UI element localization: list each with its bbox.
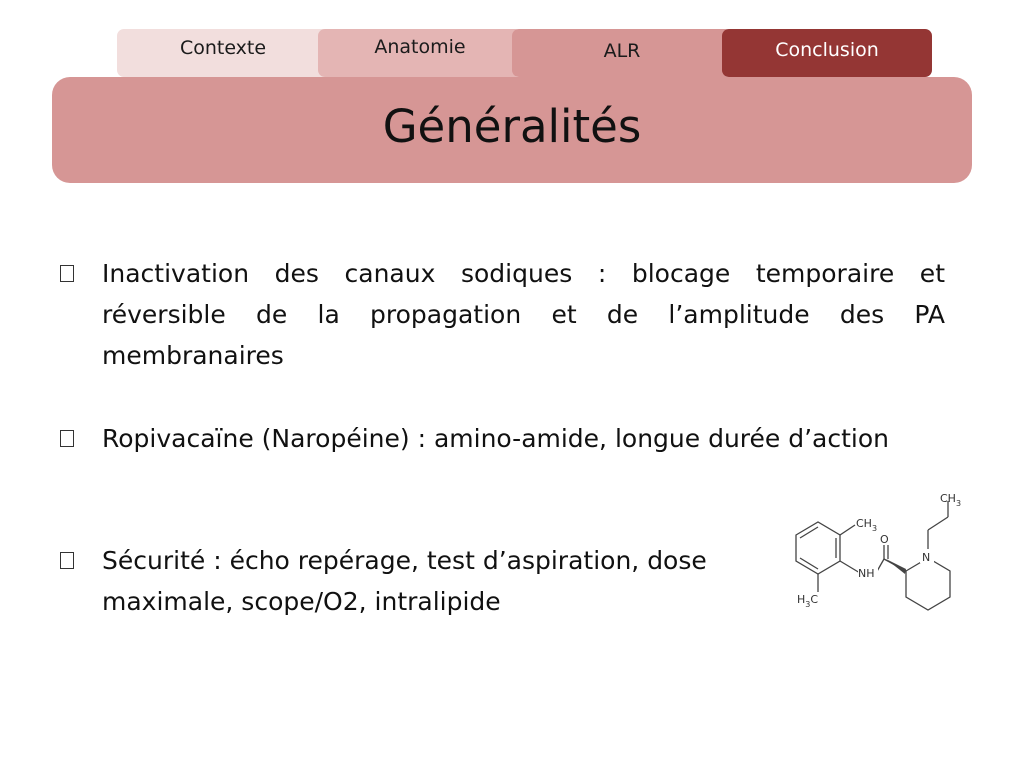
tab-label: Anatomie: [374, 36, 466, 58]
ch3-ring-label: $CH_3$: [856, 517, 878, 533]
slide-title: Généralités: [382, 99, 642, 153]
title-banner: [52, 77, 972, 183]
ch3-top-label: $CH_3$: [940, 492, 962, 508]
tab-label: Conclusion: [775, 39, 879, 61]
wedge-bond: [886, 559, 906, 574]
section-tabs: [0, 0, 1024, 80]
list-item: [60, 418, 945, 459]
bullet-text: Inactivation des canaux sodiques : blocage temporaire et réversible de la propagation et de l’amplitude des PA membranaires: [102, 259, 945, 370]
tab-label: ALR: [603, 40, 641, 62]
h3c-label: $H_3C$: [797, 593, 819, 609]
bullet-text: Sécurité : écho repérage, test d’aspiration, dose maximale, scope/O2, intralipide: [102, 546, 707, 616]
tab-conclusion[interactable]: [722, 29, 932, 77]
bullet-box-icon: [60, 430, 74, 447]
ropivacaine-structure-image: [780, 485, 980, 625]
tab-label: Contexte: [179, 37, 267, 59]
tab-contexte[interactable]: [117, 29, 329, 77]
list-item: [60, 540, 790, 622]
nitrogen-label: N: [922, 551, 931, 564]
bullet-text: Ropivacaïne (Naropéine) : amino-amide, longue durée d’action: [102, 424, 889, 453]
bullet-box-icon: [60, 265, 74, 282]
tab-anatomie[interactable]: [318, 29, 522, 77]
nh-label: NH: [858, 567, 875, 580]
tab-alr[interactable]: [512, 29, 732, 77]
list-item: [60, 253, 945, 376]
oxygen-label: O: [880, 533, 889, 546]
bullet-box-icon: [60, 552, 74, 569]
